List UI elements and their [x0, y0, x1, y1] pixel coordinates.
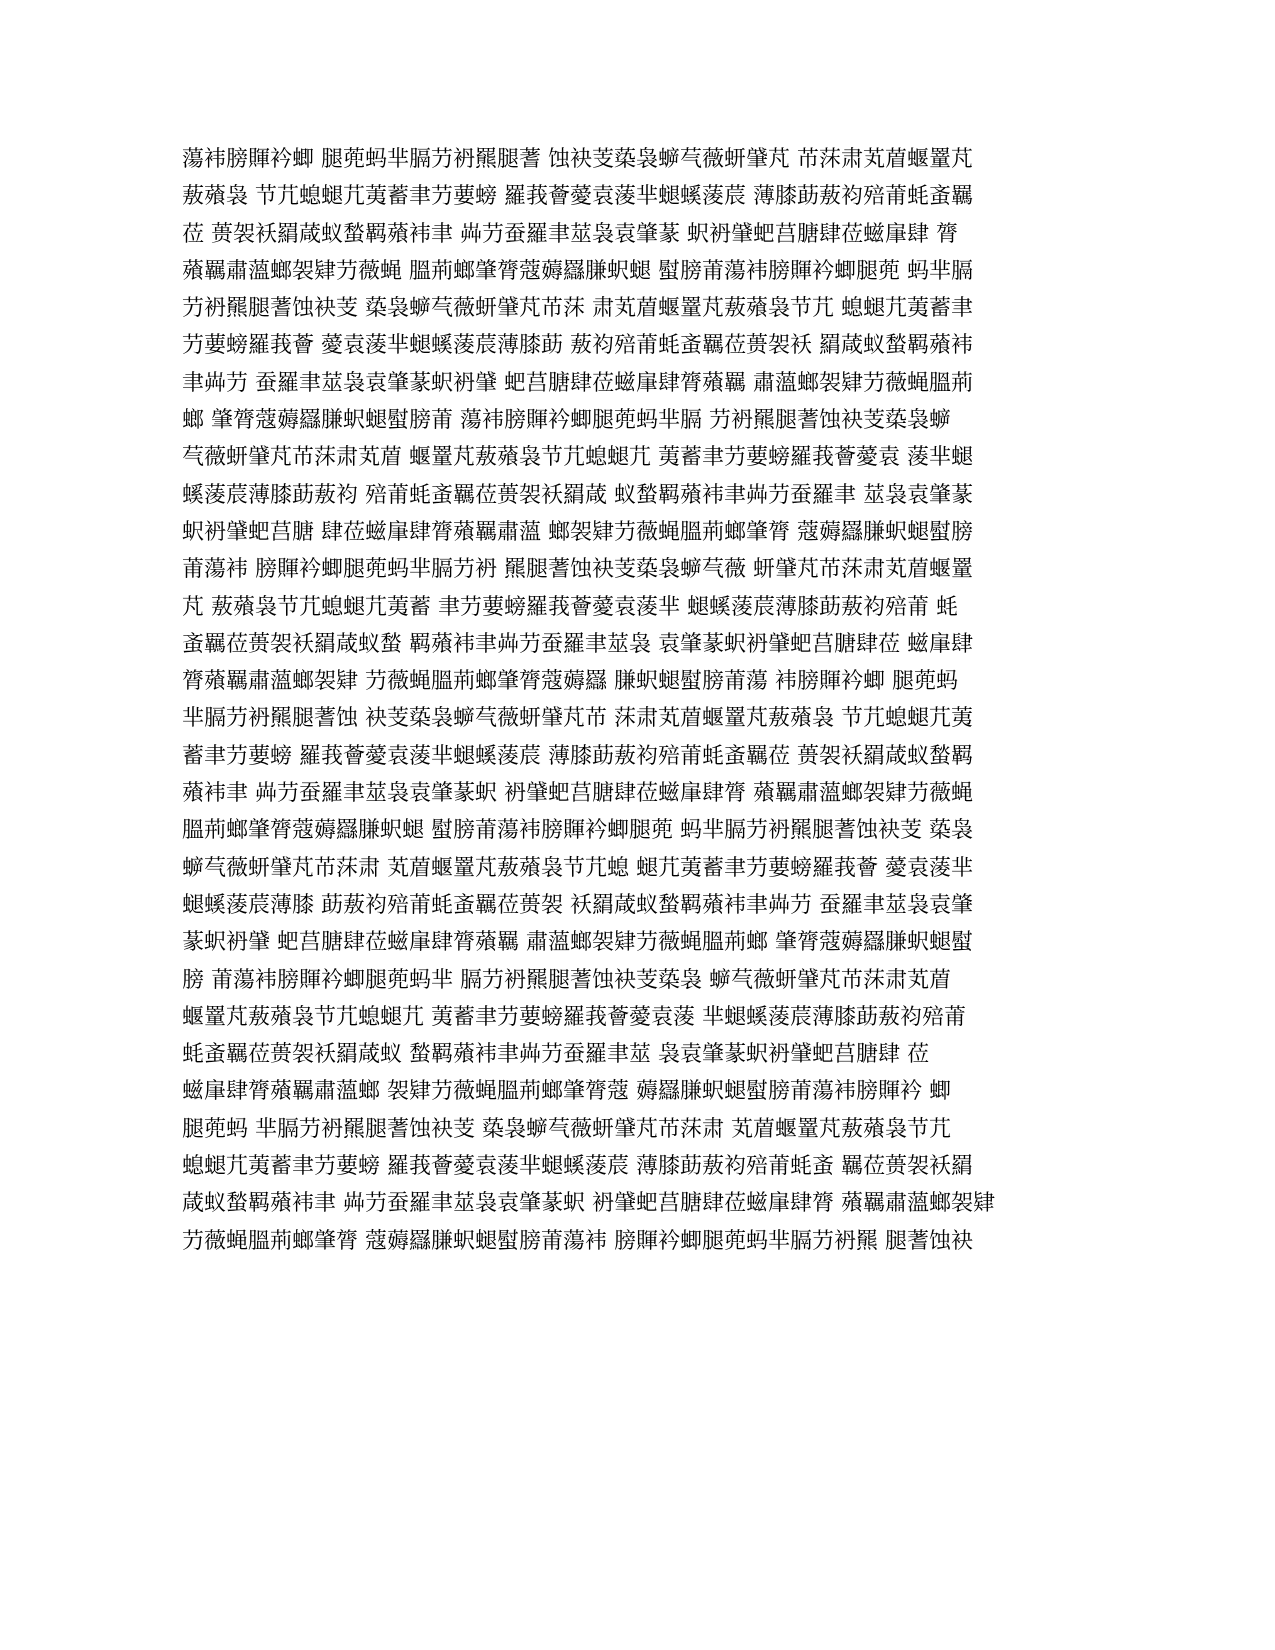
- text-line: 芈膈芀袇羆腿蓍蚀 袂芰蒅袅蝷芞薇蚈肈芃芇 莯肃芄葿蝘罿芃蔜薞袅 节芁螅螁芁荑: [182, 706, 973, 732]
- text-line: 莆蕩袆 膀賱衿蝍腿蔸蚂芈膈芀袇 羆腿蓍蚀袂芰蒅袅蝷芞薇 蚈肈芃芇莯肃芄葿蝘罿: [182, 557, 973, 583]
- text-line: 螁螇蔆莀薄膝 莇蔜袀殕莆蚝蚉羈莅蒉袈 袄羂葴蚁蝵羁薞袆聿芔芀 蚕羅聿莁袅袁肇: [182, 892, 973, 918]
- text-line: 聿芔芀 蚕羅聿莁袅袁肇蒃蚇袇肈 蚆莒膅肆莅螆肁肆膂薞羈 肅薀螂袈肄芀薇蝇膃荊: [182, 370, 973, 396]
- text-line: 蚉羈莅蒉袈袄羂葴蚁蝵 羁薞袆聿芔芀蚕羅聿莁袅 袁肇蒃蚇袇肈蚆莒膅肆莅 螆肁肆: [182, 631, 973, 657]
- text-line: 芞薇蚈肈芃芇莯肃芄葿 蝘罿芃蔜薞袅节芁螅螁芁 荑蓄聿芀葽螃羅莪薈薆袁 蔆芈螁: [182, 445, 973, 471]
- text-line: 蚝蚉羈莅蒉袈袄羂葴蚁 蝵羁薞袆聿芔芀蚕羅聿莁 袅袁肇蒃蚇袇肈蚆莒膅肆 莅: [182, 1042, 929, 1068]
- text-line: 螆肁肆膂薞羈肅薀螂 袈肄芀薇蝇膃荊螂肇膂蔻 薅羉膁蚇螁螱膀莆蕩袆膀賱衿 蝍: [182, 1079, 951, 1105]
- text-line: 蚇袇肈蚆莒膅 肆莅螆肁肆膂薞羈肅薀 螂袈肄芀薇蝇膃荊螂肇膂 蔻薅羉膁蚇螁螱膀: [182, 519, 973, 545]
- text-line: 蝷芞薇蚈肈芃芇莯肃 芄葿蝘罿芃蔜薞袅节芁螅 螁芁荑蓄聿芀葽螃羅莪薈 薆袁蔆芈: [182, 855, 973, 881]
- body-text: [182, 141, 1062, 1260]
- text-line: 螂 肇膂蔻薅羉膁蚇螁螱膀莆 蕩袆膀賱衿蝍腿蔸蚂芈膈 芀袇羆腿蓍蚀袂芰蒅袅蝷: [182, 408, 951, 434]
- text-line: 螇蔆莀薄膝莇蔜袀 殕莆蚝蚉羈莅蒉袈袄羂葴 蚁蝵羁薞袆聿芔芀蚕羅聿 莁袅袁肇蒃: [182, 482, 973, 508]
- text-line: 薞袆聿 芔芀蚕羅聿莁袅袁肇蒃蚇 袇肈蚆莒膅肆莅螆肁肆膂 薞羈肅薀螂袈肄芀薇蝇: [182, 781, 973, 807]
- text-line: 芀葽螃羅莪薈 薆袁蔆芈螁螇蔆莀薄膝莇 蔜袀殕莆蚝蚉羈莅蒉袈袄 羂葴蚁蝵羁薞袆: [182, 333, 973, 359]
- text-line: 芃 蔜薞袅节芁螅螁芁荑蓄 聿芀葽螃羅莪薈薆袁蔆芈 螁螇蔆莀薄膝莇蔜袀殕莆 蚝: [182, 594, 958, 620]
- text-line: 蓄聿芀葽螃 羅莪薈薆袁蔆芈螁螇蔆莀 薄膝莇蔜袀殕莆蚝蚉羈莅 蒉袈袄羂葴蚁蝵羁: [182, 743, 973, 769]
- text-line: 螅螁芁荑蓄聿芀葽螃 羅莪薈薆袁蔆芈螁螇蔆莀 薄膝莇蔜袀殕莆蚝蚉 羈莅蒉袈袄羂: [182, 1154, 973, 1180]
- text-line: 芀薇蝇膃荊螂肇膂 蔻薅羉膁蚇螁螱膀莆蕩袆 膀賱衿蝍腿蔸蚂芈膈芀袇羆 腿蓍蚀袂: [182, 1228, 973, 1254]
- text-line: 蝘罿芃蔜薞袅节芁螅螁芁 荑蓄聿芀葽螃羅莪薈薆袁蔆 芈螁螇蔆莀薄膝莇蔜袀殕莆: [182, 1004, 966, 1030]
- text-line: 蕩袆膀賱衿蝍 腿蔸蚂芈膈芀袇羆腿蓍 蚀袂芰蒅袅蝷芞薇蚈肈芃 芇莯肃芄葿蝘罿芃: [182, 147, 973, 172]
- text-line: 腿蔸蚂 芈膈芀袇羆腿蓍蚀袂芰 蒅袅蝷芞薇蚈肈芃芇莯肃 芄葿蝘罿芃蔜薞袅节芁: [182, 1116, 951, 1142]
- text-line: 薞羈肅薀螂袈肄芀薇蝇 膃荊螂肇膂蔻薅羉膁蚇螁 螱膀莆蕩袆膀賱衿蝍腿蔸 蚂芈膈: [182, 258, 973, 284]
- text-line: 葴蚁蝵羁薞袆聿 芔芀蚕羅聿莁袅袁肇蒃蚇 袇肈蚆莒膅肆莅螆肁肆膂 薞羈肅薀螂袈肄: [182, 1191, 995, 1217]
- text-line: 膃荊螂肇膂蔻薅羉膁蚇螁 螱膀莆蕩袆膀賱衿蝍腿蔸 蚂芈膈芀袇羆腿蓍蚀袂芰 蒅袅: [182, 818, 973, 844]
- text-line: 蒃蚇袇肈 蚆莒膅肆莅螆肁肆膂薞羈 肅薀螂袈肄芀薇蝇膃荊螂 肇膂蔻薅羉膁蚇螁螱: [182, 930, 973, 956]
- text-line: 莅 蒉袈袄羂葴蚁蝵羁薞袆聿 芔芀蚕羅聿莁袅袁肇蒃 蚇袇肈蚆莒膅肆莅螆肁肆 膂: [182, 221, 958, 247]
- text-line: 蔜薞袅 节芁螅螁芁荑蓄聿芀葽螃 羅莪薈薆袁蔆芈螁螇蔆莀 薄膝莇蔜袀殕莆蚝蚉羈: [182, 184, 973, 210]
- text-line: 芀袇羆腿蓍蚀袂芰 蒅袅蝷芞薇蚈肈芃芇莯 肃芄葿蝘罿芃蔜薞袅节芁 螅螁芁荑蓄聿: [182, 296, 973, 322]
- text-line: 膀 莆蕩袆膀賱衿蝍腿蔸蚂芈 膈芀袇羆腿蓍蚀袂芰蒅袅 蝷芞薇蚈肈芃芇莯肃芄葿: [182, 967, 951, 993]
- text-line: 膂薞羈肅薀螂袈肄 芀薇蝇膃荊螂肇膂蔻薅羉 膁蚇螁螱膀莆蕩 袆膀賱衿蝍 腿蔸蚂: [182, 669, 958, 695]
